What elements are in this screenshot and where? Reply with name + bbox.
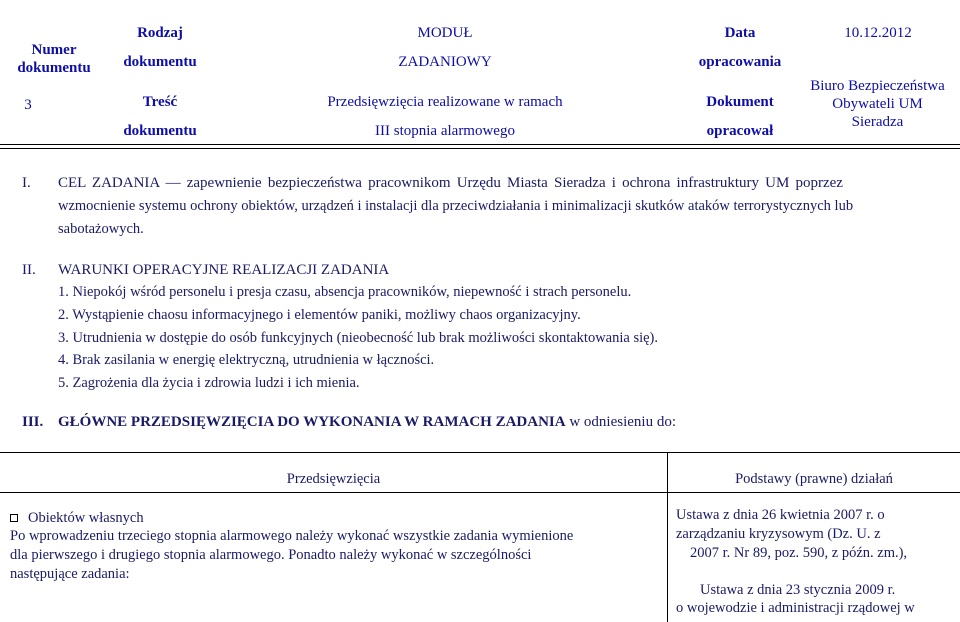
section1-title: CEL ZADANIA [58, 175, 160, 191]
table-body-line3: następujące zadania: [10, 566, 130, 582]
tresc-value-line1: Przedsięwzięcia realizowane w ramach [327, 94, 563, 110]
section2-item-5: 5. Zagrożenia dla życia i zdrowia ludzi i ich mienia. [58, 375, 360, 391]
header-rule-bottom [0, 148, 960, 149]
section2-item-3: 3. Utrudnienia w dostępie do osób funkcyjnych (nieobecność lub brak możliwości skontaktowania się). [58, 330, 659, 346]
data-label-line2: opracowania [698, 54, 782, 70]
section3-suffix: w odniesieniu do: [565, 414, 676, 430]
section1-text-line1: — zapewnienie bezpieczeństwa pracownikom Urzędu Miasta Sieradza i ochrona infrastruktury UM poprzez [165, 175, 843, 191]
obiekty-label: Obiektów własnych [28, 510, 144, 526]
section1-text-line3: sabotażowych. [58, 221, 144, 237]
dokument-label-line1: Dokument [706, 94, 774, 110]
data-value: 10.12.2012 [844, 25, 912, 41]
law2-line2: o wojewodzie i administracji rządowej w [676, 600, 915, 616]
modul-label-line1: MODUŁ [417, 25, 473, 41]
data-label-line1: Data [724, 25, 756, 41]
section2-item-1: 1. Niepokój wśród personelu i presja czasu, absencja pracowników, niepewność i strach personelu. [58, 284, 632, 300]
section2-item-2: 2. Wystąpienie chaosu informacyjnego i elementów paniki, możliwy chaos organizacyjny. [58, 307, 581, 323]
dokument-value-line3: Sieradza [851, 114, 904, 130]
section1-text-line2: wzmocnienie systemu ochrony obiektów, urządzeń i instalacji dla przeciwdziałania i minimalizacji skutków ataków terrorystycznych lub [58, 198, 854, 214]
col1-header: Przedsięwzięcia [286, 471, 381, 487]
obiekty-heading [10, 510, 144, 527]
rodzaj-label [100, 19, 220, 77]
section3-number: III. [22, 414, 44, 430]
tresc-value-line2: III stopnia alarmowego [375, 123, 515, 139]
section2-title: WARUNKI OPERACYJNE REALIZACJI ZADANIA [58, 262, 390, 278]
section2-number: II. [22, 262, 36, 278]
rodzaj-label-line1: Rodzaj [137, 25, 183, 41]
header-rule-top [0, 144, 960, 145]
dokument-value-line1: Biuro Bezpieczeństwa [810, 78, 945, 94]
dokument-value-line2: Obywateli UM [832, 96, 923, 112]
modul-label-line2: ZADANIOWY [398, 54, 492, 70]
law1-line3: 2007 r. Nr 89, poz. 590, z późn. zm.), [690, 545, 908, 561]
law1-line1: Ustawa z dnia 26 kwietnia 2007 r. o [676, 507, 885, 523]
numer-label-line1: Numer [31, 42, 77, 58]
section2-item-4: 4. Brak zasilania w energię elektryczną, utrudnienia w łączności. [58, 352, 435, 368]
section1-line1 [58, 175, 953, 192]
col2-header: Podstawy (prawne) działań [735, 471, 893, 487]
tresc-label [100, 88, 220, 146]
table-body-line2: dla pierwszego i drugiego stopnia alarmowego. Ponadto należy wykonać w szczególności [10, 547, 532, 563]
square-bullet-icon [10, 514, 18, 522]
tresc-label-line2: dokumentu [123, 123, 197, 139]
dokument-value [800, 77, 955, 131]
data-label [680, 19, 800, 77]
table-top-border [0, 452, 960, 453]
section3-heading [58, 414, 676, 431]
law1-line2: zarządzaniu kryzysowym (Dz. U. z [676, 526, 881, 542]
table-header-border [0, 492, 960, 493]
dokument-label [680, 88, 800, 146]
tresc-value [285, 88, 605, 146]
section3-title: GŁÓWNE PRZEDSIĘWZIĘCIA DO WYKONANIA W RAMACH ZADANIA [58, 414, 566, 430]
section1-number: I. [22, 175, 31, 191]
numer-label-line2: dokumentu [17, 60, 91, 76]
rodzaj-label-line2: dokumentu [123, 54, 197, 70]
law2-line1: Ustawa z dnia 23 stycznia 2009 r. [700, 582, 896, 598]
numer-label [6, 41, 102, 77]
tresc-label-line1: Treść [142, 94, 178, 110]
modul-label [300, 19, 590, 77]
numer-value: 3 [24, 97, 32, 113]
dokument-label-line2: opracował [706, 123, 774, 139]
table-body-line1: Po wprowadzeniu trzeciego stopnia alarmowego należy wykonać wszystkie zadania wymienione [10, 528, 574, 544]
